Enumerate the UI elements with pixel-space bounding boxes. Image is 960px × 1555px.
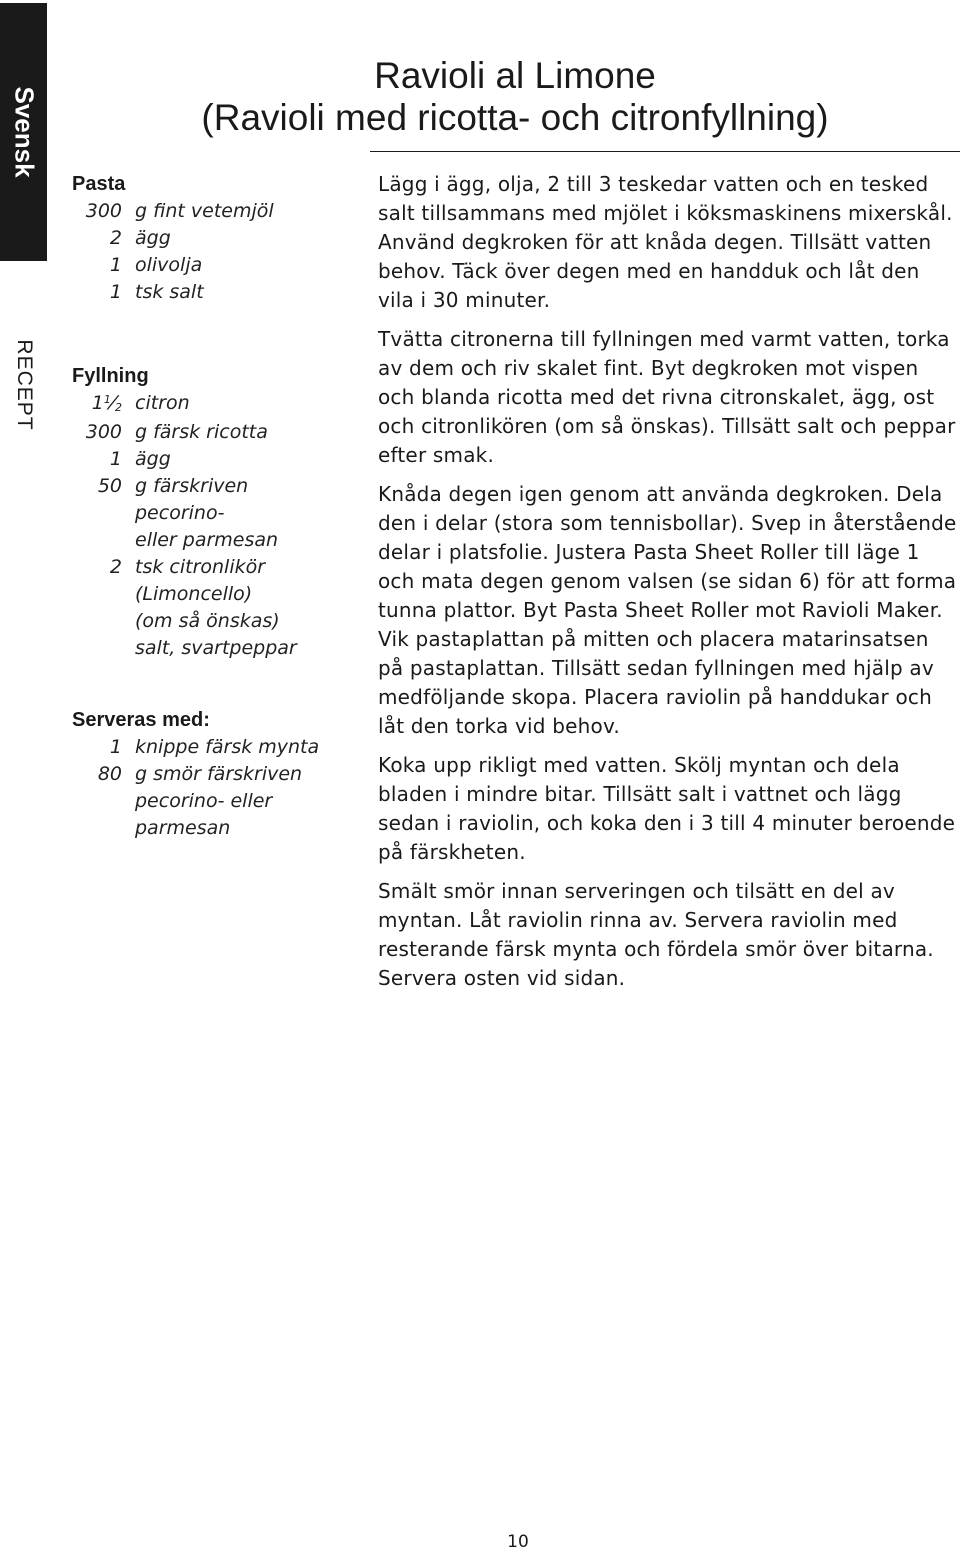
instructions-column <box>378 170 958 1003</box>
instruction-paragraph: Smält smör innan serveringen och tilsätt en del av myntan. Låt raviolin rinna av. Servera raviolin med resterande färsk mynta och fördela smör över bitarna. Servera osten vid sidan. <box>378 879 934 990</box>
ingredient-qty: 2 <box>109 556 122 578</box>
ingredient-name: g smör färskriven <box>135 763 303 785</box>
ingredient-name: (om så önskas) <box>135 610 280 632</box>
language-tab <box>0 3 47 261</box>
instruction-paragraph: Koka upp rikligt med vatten. Skölj myntan och dela bladen i mindre bitar. Tillsätt salt i vattnet och lägg sedan i raviolin, och koka den i 3 till 4 minuter beroende på färskheten. <box>378 753 956 864</box>
ingredient-row <box>72 390 372 419</box>
ingredient-qty: 80 <box>97 763 122 785</box>
ingredient-qty: 1 <box>109 281 122 303</box>
ingredient-qty <box>72 788 122 815</box>
ingredient-row <box>72 554 372 581</box>
ingredient-qty <box>72 500 122 527</box>
ingredient-row <box>72 446 372 473</box>
ingredient-name: citron <box>135 392 190 414</box>
page-number: 10 <box>507 1532 529 1552</box>
ingredient-row <box>72 608 372 635</box>
recipe-title: Ravioli al Limone <box>374 55 656 96</box>
ingredient-name: (Limoncello) <box>135 583 253 605</box>
ingredient-row <box>72 815 372 842</box>
ingredient-row <box>72 198 372 225</box>
ingredient-qty: 1 <box>109 736 122 758</box>
ingredient-name: salt, svartpeppar <box>135 637 297 659</box>
qty-numerator: 1 <box>103 393 111 406</box>
ingredient-name: olivolja <box>135 254 203 276</box>
ingredient-name: g fint vetemjöl <box>135 200 274 222</box>
ingredient-qty-fraction: $1^1⁄2$ <box>91 392 122 414</box>
ingredient-qty: 300 <box>85 421 122 443</box>
ingredient-name: tsk citronlikör <box>135 556 266 578</box>
ingredient-row <box>72 252 372 279</box>
ingredient-name: tsk salt <box>135 281 204 303</box>
ingredient-name: pecorino- <box>135 502 225 524</box>
ingredient-row <box>72 761 372 788</box>
instruction-paragraph: Lägg i ägg, olja, 2 till 3 teskedar vatten och en tesked salt tillsammans med mjölet i köksmaskinens mixerskål. Använd degkroken för att knåda degen. Tillsätt vatten behov. Täck över degen med en handduk och låt den vila i 30 minuter. <box>378 172 953 312</box>
ingredient-qty <box>72 815 122 842</box>
ingredient-qty <box>72 581 122 608</box>
ingredient-row <box>72 225 372 252</box>
ingredient-name: ägg <box>135 227 171 249</box>
ingredient-row <box>72 419 372 446</box>
serveras-heading: Serveras med: <box>72 709 210 731</box>
ingredient-qty: 50 <box>97 475 122 497</box>
ingredient-name: g färsk ricotta <box>135 421 268 443</box>
title-divider <box>370 151 960 152</box>
ingredient-name: ägg <box>135 448 171 470</box>
ingredient-row <box>72 635 372 662</box>
ingredient-name: eller parmesan <box>135 529 279 551</box>
ingredient-name: pecorino- eller <box>135 790 273 812</box>
ingredient-row <box>72 734 372 761</box>
language-tab-label: Svensk <box>9 86 39 178</box>
fyllning-heading: Fyllning <box>72 365 149 387</box>
ingredient-qty <box>72 608 122 635</box>
section-label <box>0 330 47 440</box>
section-label-text: RECEPT <box>12 339 36 431</box>
ingredient-qty: 1 <box>109 254 122 276</box>
instruction-paragraph: Tvätta citronerna till fyllningen med varmt vatten, torka av dem och riv skalet fint. Byt degkroken mot vispen och blanda ricotta med det rivna citronskalet, ägg, ost och citronlikören (om så önskas). Tillsätt salt och peppar efter smak. <box>378 327 956 467</box>
ingredient-row <box>72 279 372 306</box>
instruction-paragraph: Knåda degen igen genom att använda degkroken. Dela den i delar (stora som tennisbollar). Svep in återstående delar i platsfolie. Justera Pasta Sheet Roller till läge 1 och mata degen genom valsen (se sidan 6) för att forma tunna plattor. Byt Pasta Sheet Roller mot Ravioli Maker. Vik pastaplattan på mitten och placera matarinsatsen på pastaplattan. Tillsätt sedan fyllningen med hjälp av medföljande skopa. Placera raviolin på handdukar och låt den torka vid behov. <box>378 482 957 738</box>
ingredient-name: parmesan <box>135 817 231 839</box>
recipe-subtitle: (Ravioli med ricotta- och citronfyllning) <box>201 97 829 138</box>
ingredient-qty: 1 <box>109 448 122 470</box>
ingredient-row <box>72 473 372 500</box>
ingredient-row <box>72 581 372 608</box>
ingredient-row <box>72 527 372 554</box>
ingredient-qty: 300 <box>85 200 122 222</box>
ingredient-qty <box>72 527 122 554</box>
qty-denominator: 2 <box>115 401 122 414</box>
ingredient-row <box>72 500 372 527</box>
pasta-heading: Pasta <box>72 173 126 195</box>
ingredient-qty <box>72 635 122 662</box>
qty-whole: 1 <box>91 392 104 414</box>
ingredient-qty: 2 <box>109 227 122 249</box>
ingredient-name: knippe färsk mynta <box>135 736 320 758</box>
ingredients-column <box>72 170 372 842</box>
ingredient-name: g färskriven <box>135 475 249 497</box>
ingredient-row <box>72 788 372 815</box>
